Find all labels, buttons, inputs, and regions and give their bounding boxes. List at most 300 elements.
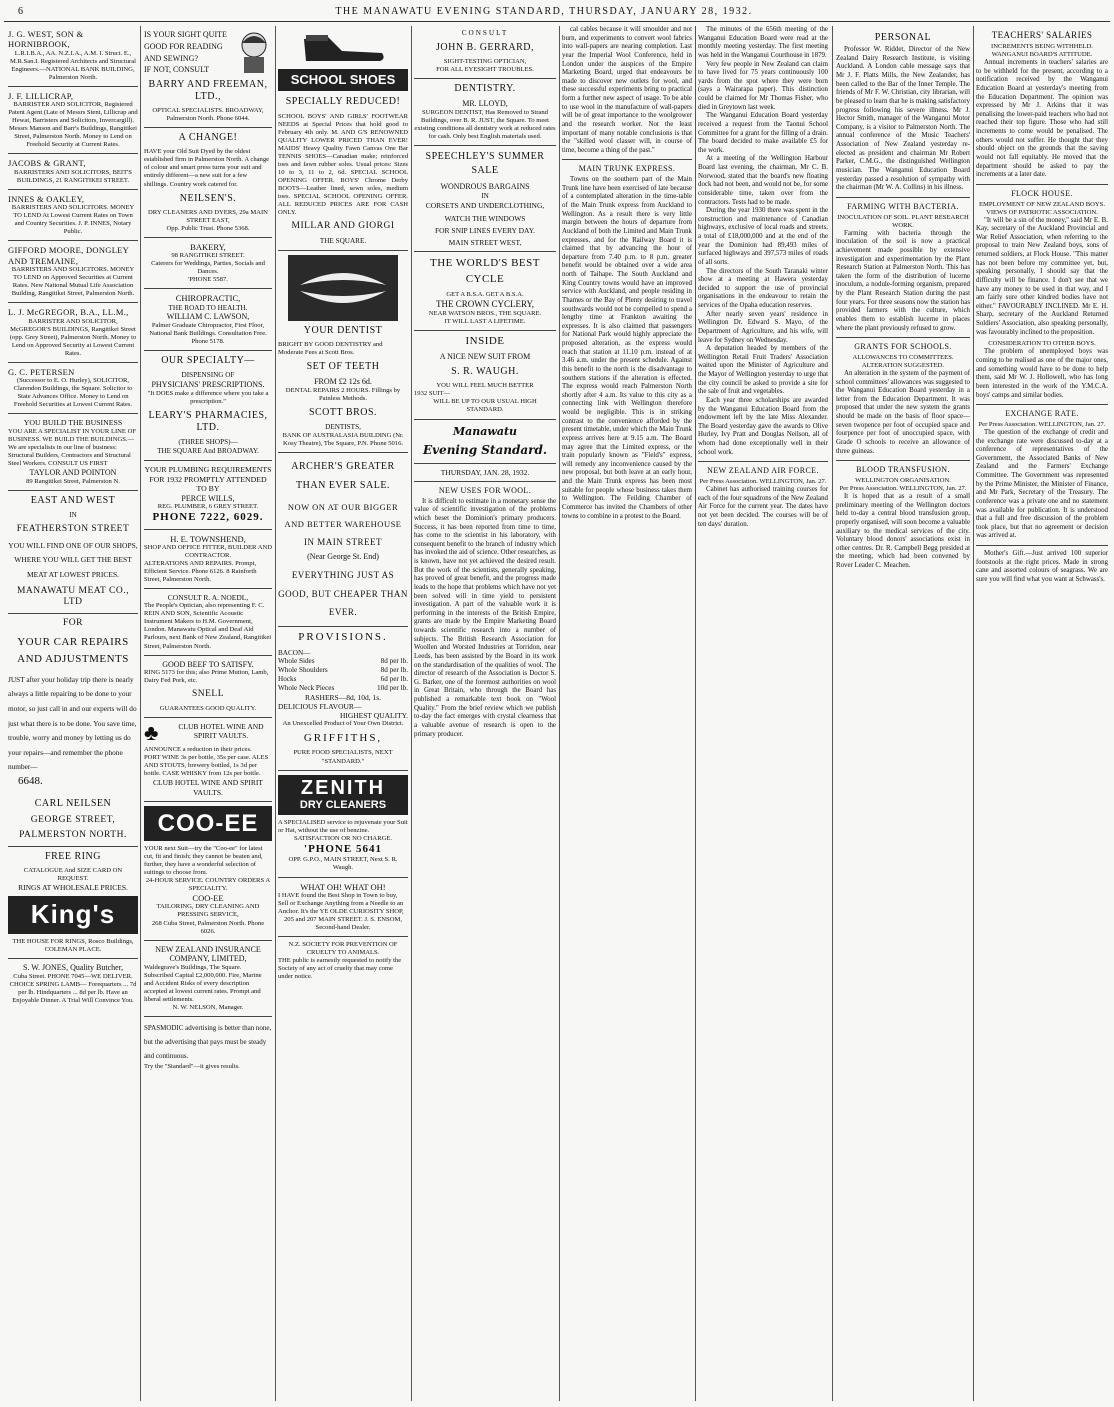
advert-heading: WHAT OH! WHAT OH! — [300, 881, 386, 892]
article-body: An alteration in the system of the payment of school committees' allowances was suggested to the Wanganui Education Board yesterday in a letter from the Education Department. It was proposed that under the new system the grants should be made on the basis of floor space—seven twopence per foot of occupied space and fourpence per foot of unoccupied space, with Grade O schools to receive an allowance of three guineas. — [836, 369, 970, 455]
advert-name: JACOBS & GRANT, — [8, 158, 86, 169]
divider — [414, 463, 556, 464]
divider — [976, 404, 1108, 405]
advert-body: BARRISTERS AND SOLICITORS, BEIT'S BUILDINGS, 21 RANGITIKEI STREET. — [14, 168, 132, 184]
divider — [836, 197, 970, 198]
advert-address: IN MAIN STREET — [304, 536, 382, 547]
advert-address: 205 and 207 MAIN STREET. J. S. ENSOM, Second-hand Dealer. — [283, 915, 403, 931]
advert-lillicrap — [8, 91, 138, 150]
advert-name: CLUB HOTEL WINE AND SPIRIT VAULTS. — [153, 778, 263, 797]
advert-address: THE HOUSE FOR RINGS, Rosco Buildings, COLEMAN PLACE. — [12, 937, 134, 953]
advert-address: PURE FOOD SPECIALISTS, NEXT "STANDARD." — [293, 749, 393, 765]
cooee-logo — [144, 806, 272, 841]
advert-address: THE SQUARE And BROADWAY. — [157, 447, 259, 456]
advert-zenith — [278, 775, 408, 873]
divider — [144, 288, 272, 289]
advert-body: "It DOES make a difference where you take a prescription." — [147, 390, 269, 406]
advert-name: G. C. PETERSEN — [8, 366, 75, 377]
advert-address: REG. PLUMBER, 6 GREY STREET. — [157, 503, 259, 511]
advert-body: YOU ARE A SPECIALIST IN YOUR LINE OF BUSINESS. WE BUILD THE BUILDINGS.— We are specialists in our line of business: Structural Builders, Contractors and Structural Steel Workers. CONSULT US FIRST — [8, 427, 137, 467]
divider — [8, 153, 138, 154]
divider — [278, 250, 408, 251]
advert-jacobs-grant — [8, 158, 138, 184]
advert-body: HAVE your Old Suit Dyed by the oldest established firm in Palmerston North. A change of colour and smart press turns your suit and entirely different—a new suit for a few shillings. Country work catered for. — [144, 148, 270, 188]
divider — [8, 240, 138, 241]
article-body: Farming with bacteria through the inoculation of the soil is now a practical achievement made possible by extensive investigation and experimentation by the Plant Research Station at Palmerston North. This has taken the form of the distribution of lucerne inoculum, a nodule-forming organism, prepared by the Plant Research Station during the past four years. For three seasons now the station has provided farmers with the culture, which enables them to establish lucerne in places where the plant previously refused to grow. — [836, 229, 970, 332]
column-5 — [562, 26, 692, 1401]
advert-innes-oakley — [8, 194, 138, 236]
advert-name: COO-EE — [192, 893, 224, 904]
article-subheading: WANGANUI BOARD'S ATTITUDE. — [991, 51, 1093, 58]
price-list-price: 10d per lb. — [377, 683, 408, 692]
article-body: The question of the exchange of credit and the exchange rate were discussed to-day at a conference of representatives of the Government, the Associated Banks of New Zealand and the Farmers' Exchange Committee. The Government was represented by the Prime Minister, the Minister of Finance, and Mr Park, Secretary of the Treasury. The conference was a private one and no statement was available for publication. It is understood that a full and free discussion of the problem took place, but that no agreement or decision was arrived at. — [976, 428, 1108, 540]
advert-barry-freeman — [144, 29, 272, 123]
advert-body: SPASMODIC advertising is better than none, but the advertising that pays must be steady and continuous. — [144, 1024, 272, 1061]
advert-address: NEAR WATSON BROS., THE SQUARE. — [428, 309, 542, 317]
article-dateline: Per Press Association. WELLINGTON, Jan. 27. — [839, 484, 967, 492]
advert-text: DISPENSING OF — [181, 371, 235, 380]
advert-heading: A CHANGE! — [178, 132, 238, 144]
divider — [278, 877, 408, 878]
article-body: cal cables because it will smoulder and not burn, and experiments to convert wool fabrics into wall-papers are nearing completion. Last year the Imperial Wool Conference, held in London under the auspices of the Empire Marketing Board, urged that endeavours be made to discover new outlets for wool, and these successful experiments bring to practical form a further new aspect of usage. To be able to use wool in the manufacture of wall-papers will be of great importance to the woolgrower and the research worker. Not the least important of many notable conclusions is that the "skilled wool classer will, in course of time, become a thing of the past." — [562, 26, 692, 154]
advert-body: YOUR next Suit—try the "Coo-ee" for latest cut, fit and finish; they cannot be beaten and, further, they have a wonderful selection of suitings to choose from. — [144, 844, 263, 876]
advert-text: IN — [69, 510, 77, 519]
article-heading: MAIN TRUNK EXPRESS. — [578, 164, 676, 174]
advert-body: Caterers for Weddings, Parties, Socials and Dances. — [151, 260, 265, 276]
news-paragraph: Mother's Gift.—Just arrived 100 superior footstools at the right prices. Made in strong cane and assorted colours of seagrass. We are sure you will find what you want at Schwass's. — [976, 550, 1108, 583]
advert-body: SURGEON DENTIST, Has Removed to Strand Buildings, over B. R. JUST, the Square. To meet existing conditions all dentistry work at reduced rates for cash. Only best English materials used. — [414, 108, 556, 141]
advert-body: RING 5173 for this; also Prime Mutton, Lamb, Dairy Fed Pork, etc. — [144, 669, 269, 685]
divider — [8, 958, 138, 959]
divider — [414, 145, 556, 146]
advert-heading: INSIDE — [465, 335, 505, 348]
page-title: THE MANAWATU EVENING STANDARD, THURSDAY, JANUARY 28, 1932. — [335, 6, 753, 17]
advert-name: J. G. WEST, SON & HORNIBROOK, — [8, 29, 84, 50]
advert-address: GEORGE STREET, — [30, 814, 116, 825]
advert-text: IN — [481, 191, 489, 200]
advert-body: PORT WINE 3s per bottle, 35s per case. ALES AND STOUTS, brewery bottled, 1s 3d per bottle. CASE WHISKY from 12s per bottle. — [144, 754, 269, 778]
article-heading: EXCHANGE RATE. — [1005, 409, 1079, 419]
price-list-row — [278, 666, 408, 675]
advert-body: BARRISTER AND SOLICITOR, Registered Patent Agent (Late of Messrs Stent, Lillicrap and Hewat, Barristers and Solicitors, Invercargill). Messrs Manson and Barr's Buildings, Rangitikei Street, Palmerston North. Money to Lend on Freehold Security at Current Rates. — [8, 101, 138, 149]
advert-heading: CHIROPRACTIC, — [175, 293, 241, 304]
advert-body: Cuba Street. PHONE 7045—WE DELIVER. CHOICE SPRING LAMB— Forequarters ... 7d per lb. Hindquarters ... 8d per lb. Have an Enjoyable Dinner. A Trial Will Convince You. — [9, 972, 137, 1004]
advert-phone: Opp. Public Trust. Phone 5368. — [166, 224, 250, 232]
news-paragraph: The directors of the South Taranaki winter show at a meeting at Hawera yesterday decided to support the use of provincial organisations in the endeavour to retain the services of the Opaha education reserves. — [698, 267, 828, 309]
club-suit-icon: ♣ — [144, 719, 159, 745]
advert-name: LEARY'S PHARMACIES, LTD. — [148, 410, 268, 434]
advert-name: SCOTT BROS. — [308, 406, 378, 418]
divider — [414, 419, 556, 420]
advert-text: SHOP AND OFFICE FITTER, BUILDER AND CONTRACTOR. — [144, 544, 272, 560]
article-heading: NEW ZEALAND AIR FORCE. — [707, 466, 819, 476]
divider — [8, 613, 138, 614]
advert-body: The People's Optician, also representing F. C. REIN AND SON, Scientific Acoustic Instrument Makers to H.M. Government, London. Manawatu Optical and Deaf Aid Parlours, next Bank of New Zealand, Rangitikei Street, Palmerston North. — [144, 602, 272, 650]
divider — [8, 362, 138, 363]
advert-body: DENTAL REPAIRS 2 HOURS. Fillings by Painless Methods. — [285, 386, 401, 402]
advert-text: FOR ALL EYESIGHT TROUBLES. — [436, 66, 534, 73]
divider — [976, 545, 1108, 546]
column-divider — [275, 26, 276, 1401]
advert-body: BARRISTERS AND SOLICITORS. MONEY TO LEND At Lowest Current Rates on Town and Country Securities. J. P. INNES, Notary Public. — [11, 204, 135, 236]
advert-heading: OUR SPECIALTY— — [161, 355, 255, 367]
divider — [144, 529, 272, 530]
advert-heading: PHYSICIANS' PRESCRIPTIONS. — [151, 380, 265, 390]
news-paragraph: Each year three scholarships are awarded by the Wanganui Education Board from the endowment left by the late Miss Alexander. The Board yesterday gave the awards to Olive Hurley, Ivy Pratt and Douglas Neilson, all of whom had done exceptionally well in their school work. — [698, 396, 828, 456]
advert-club-hotel — [144, 719, 272, 797]
article-dateline: Per Press Association. WELLINGTON, Jan. 27. — [699, 478, 827, 485]
article-heading: FLOCK HOUSE. — [1011, 188, 1073, 198]
article-body: "It will be a sin of the money," said Mr E. B. Kay, secretary of the Auckland Provincial and War Relief Association, when referring to the proposal to train New Zealand boys, sons of returned soldiers, at Flock House. "This matter has not been before my committee yet, but, speaking personally, I should say that the difficulty will be finance. I don't see that we have any money to be used in that way, and I am fairly sure other kindred bodies have not either." FAVOURABLY INCLINED. Mr E. H. Sharp, secretary of the Auckland Returned Soldiers' Association, also speaking personally, was favourably inclined to the proposition. — [976, 216, 1108, 336]
advert-text: RINGS AT WHOLESALE PRICES. — [18, 882, 128, 892]
advert-name: BARRY AND FREEMAN, LTD., — [148, 78, 268, 102]
advert-name: H. E. TOWNSHEND, — [170, 533, 246, 544]
advert-body: BARRISTERS AND SOLICITORS. MONEY TO LEND on Approved Securities at Current Rates. New National Mutual Life Association Building, Rangitikei Street, Palmerston North. — [11, 266, 135, 298]
advert-text: EVERYTHING JUST AS GOOD, BUT CHEAPER THAN EVER. — [278, 569, 408, 618]
advert-name: THE CROWN CYCLERY, — [435, 299, 535, 309]
divider — [414, 330, 556, 331]
divider — [144, 460, 272, 461]
cooee-logo-text: COO-EE — [157, 809, 259, 837]
advert-text: SIGHT-TESTING OPTICIAN, — [443, 57, 527, 65]
advert-text: An Unexcelled Product of Your Own District. — [282, 720, 404, 728]
price-list-item: Whole Neck Pieces — [278, 683, 335, 692]
divider — [698, 461, 828, 462]
article-heading: TEACHERS' SALARIES — [991, 30, 1093, 40]
advert-text: TAILORING, DRY CLEANING AND PRESSING SERVICE, — [156, 903, 260, 919]
advert-body: BARRISTER AND SOLICITOR, McGREGOR'S BUILDINGS, Rangitikei Street (opp. Grey Street), Palmerston North. Money to Lend on Approved Security at Lowest Current Rates. — [9, 317, 137, 357]
advert-name: TAYLOR AND POINTON — [29, 467, 117, 477]
advert-name: CARL NEILSEN — [34, 798, 112, 810]
advert-heading: GOOD BEEF TO SATISFY. — [162, 659, 254, 669]
advert-chiropractic — [144, 293, 272, 346]
divider — [8, 413, 138, 414]
advert-text: FOR — [63, 618, 83, 629]
column-3 — [278, 26, 408, 1401]
advert-text: GUARANTEES GOOD QUALITY. — [159, 704, 257, 712]
advert-heading: SET OF TEETH — [306, 360, 380, 372]
advert-carl-neilsen — [8, 618, 138, 842]
masthead-line-2: Evening Standard. — [422, 442, 548, 457]
column-divider — [695, 26, 696, 1401]
advert-townshend — [144, 534, 272, 585]
article-body: Professor W. Riddet, Director of the New Zealand Dairy Research Institute, is visiting Auckland. A London cable message says that Mr J. F. Platts Mills, the New Zealander, has been called to the Bar of the Inner Temple. The friends of Mr F. W. Christian, city librarian, will be pleased to learn that he is making satisfactory progress following his severe illness. Mr J. Hector Smith, manager of the Wanganui Motor Company, is a visitor to Palmerston North. The annual conference of the Music Teachers' Association of New Zealand yesterday re-elected as president and chairman Mr Robert Parker, C.M.G., the distinguished Wellington musician. The Wanganui Education Board yesterday passed a resolution of sympathy with the chairman (Mr W. A. Collins) in his illness. — [836, 46, 970, 192]
advert-phone: 6648. — [18, 774, 43, 787]
advert-text: YOU WILL FEEL MUCH BETTER — [436, 382, 534, 390]
advert-curiosity-shop — [278, 882, 408, 933]
news-paragraph: At a meeting of the Wellington Harbour Board last evening, the chairman, Mr C. B. Norwood, stated that the board's new floating dock had not been, and would not be, for some considerable time, taken over from the contractors. Tests had to be made. — [698, 155, 828, 206]
article-subheading: INOCULATION OF SOIL. PLANT RESEARCH WORK. — [837, 213, 969, 229]
advert-phone: PHONE 7222, 6029. — [152, 511, 264, 524]
zenith-logo-subtext: DRY CLEANERS — [299, 798, 387, 811]
zenith-logo-text: ZENITH — [300, 776, 386, 799]
divider — [8, 846, 138, 847]
advert-text: THE ROAD TO HEALTH. — [168, 303, 248, 312]
divider — [144, 127, 272, 128]
divider — [144, 655, 272, 656]
column-8 — [976, 26, 1108, 1401]
column-4 — [414, 26, 556, 1401]
advert-body: L.R.I.B.A., AA. N.Z.I.A., A.M. I. Struct. E., M.R.San.I. Registered Architects and Structural Engineers.—NATIONAL BANK BUILDING, Palmerston North. — [10, 49, 136, 81]
divider — [144, 588, 272, 589]
advert-neilsens — [144, 132, 272, 233]
article-heading: NEW USES FOR WOOL. — [438, 485, 532, 495]
advert-text: WONDROUS BARGAINS — [440, 182, 530, 192]
price-list-row — [278, 684, 408, 693]
advert-heading: BAKERY, — [190, 241, 226, 252]
advert-name: S. W. JONES, Quality Butcher, — [22, 962, 124, 972]
advert-text: (Near George St. End) — [307, 551, 379, 561]
advert-lloyd-dentist — [414, 83, 556, 141]
column-2 — [144, 26, 272, 1401]
issue-date: THURSDAY, JAN. 28, 1932. — [440, 467, 530, 477]
advert-address: THE SQUARE. — [319, 236, 367, 245]
advert-text: DENTISTS, — [325, 423, 361, 432]
advert-address: OPTICAL SPECIALISTS. BROADWAY, Palmerston North. Phone 6044. — [152, 107, 264, 123]
article-body: It is difficult to estimate in a monetary sense the value of scientific investigation of the problems which beset the Dominion's primary producers. Success, it has been reported from time to time, has come to the scientist in his laboratory, with consequent benefit to the branch of industry which has invoked the aid of science. Other researches, as is known, have not yet achieved the desired result. But the work of the scientists, generally speaking, has proved of great benefit, and the progress made leads to the hope that problems which have not yet been solved will in time yield to persistent investigation. A part of the valuable work it is performing in the interests of the British Empire, grants are made by the Empire Marketing Board towards scientific research into a number of subjects. The British Research Association for Woollen and Worsted Industries at Torridon, near Leeds, has been assisted by the Board in its work on the standardisation of the qualities of wool. The director of research of the Association is Doctor S. G. Barker, one of the foremost authorities on wool in Great Britain, who through the Board has published a remarkable text book on "Wool Quality." From the brief review which we publish to-day the fact emerges with crystal clearness that a valuable avenue of research is open to the primary producer. — [414, 497, 556, 738]
divider — [278, 936, 408, 937]
advert-text: WILL BE UP TO OUR USUAL HIGH STANDARD. — [433, 398, 537, 414]
price-list — [278, 657, 408, 692]
advert-perce-wills — [144, 465, 272, 525]
article-heading: GRANTS FOR SCHOOLS. — [854, 342, 952, 352]
advert-address: PALMERSTON NORTH. — [19, 830, 127, 841]
advert-text: N. W. NELSON, Manager. — [172, 1004, 244, 1012]
advert-snell — [144, 660, 272, 713]
advert-name: NEILSEN'S. — [179, 192, 237, 204]
advert-spca — [278, 941, 408, 981]
advert-address: 89 Rangitikei Street, Palmerston N. — [26, 477, 120, 485]
advert-heading: FREE RING — [45, 850, 101, 862]
advert-phone: 'PHONE 5587. — [188, 276, 228, 284]
article-heading: FARMING WITH BACTERIA. — [847, 201, 959, 211]
advert-heading: SPECIALLY REDUCED! — [285, 95, 401, 107]
advert-cooee — [144, 806, 272, 936]
advert-heading: YOUR CAR REPAIRS AND ADJUSTMENTS — [17, 635, 129, 666]
article-body: Cabinet has authorised training courses for each of the four squadrons of the New Zealand Air Force for the current year. The dates have not yet been decided. The courses will be of ten days' duration. — [698, 486, 828, 528]
price-list-item: Whole Shoulders — [278, 666, 328, 675]
advert-name: SNELL — [191, 689, 225, 700]
advert-text: NOW ON AT OUR BIGGER AND BETTER WAREHOUSE — [284, 501, 402, 529]
advert-petersen — [8, 367, 138, 409]
divider — [836, 460, 970, 461]
advert-name: INNES & OAKLEY, — [8, 193, 85, 204]
article-heading: PERSONAL — [874, 32, 932, 43]
advert-heading: DENTISTRY. — [454, 83, 516, 95]
advert-crown-cyclery — [414, 256, 556, 326]
advert-name: GRIFFITHS, — [303, 732, 383, 745]
news-paragraph: The Wanganui Education Board yesterday received a request from the Taonui School Committee for a grant for the filling of a drain. The board decided to make available £5 for the work. — [698, 112, 828, 154]
advert-text: 24-HOUR SERVICE. COUNTRY ORDERS A SPECIALITY. — [145, 877, 271, 893]
divider — [278, 452, 408, 453]
advert-nz-insurance — [144, 945, 272, 1013]
advert-gerrard — [414, 29, 556, 74]
shoe-illustration-icon — [298, 29, 388, 65]
advert-manawatu-meat — [8, 495, 138, 609]
advert-body: BRIGHT BY GOOD DENTISTRY and Moderate Fees at Scott Bros. — [278, 340, 383, 356]
advert-name: L. J. McGREGOR, B.A., LL.M., — [8, 307, 129, 318]
advert-address: 268 Cuba Street, Palmerston North. Phone 6026. — [151, 919, 265, 935]
news-paragraph: Very few people in New Zealand can claim to have lived for 75 years continuously 100 yards from the spot where they were born (says a Wairarapa paper). This distinction could be claimed for Mr Thomas Fisher, who died in Greytown last week. — [698, 60, 828, 111]
advert-body: SCHOOL BOYS' AND GIRLS' FOOTWEAR NEEDS at Special Prices that hold good to February 4th only. M. AND G'S RENOWNED QUALITY LOWER PRICED THAN EVER! MAIDS' Heavy Quality Fawn Canvas One Bar TENNIS SHOES—Canadian make; reinforced toes and fawn rubber soles. Usual prices: Sizes 10 to 3, 11 to 2, 6d. SPECIAL SCHOOL OPENING OFFER. BOYS' Chrome Derby BOOTS—Leather lined, sewn soles, medium toes. SPECIAL SCHOOL OPENING OFFER. ALL REDUCED PRICES ARE FOR CASH ONLY. — [278, 112, 408, 217]
advert-phone: 'PHONE 5641 — [304, 843, 382, 856]
advert-noedl — [144, 593, 272, 650]
zenith-logo — [278, 775, 408, 815]
article-body: Towns on the southern part of the Main Trunk line have been exercised of late because of a contemplated alteration in the time-table of the Main Trunk express from Auckland to Wellington. As a result there is very little margin between the hours of departure from Auckland of both the Limited and Main Trunk expresses, and for the Railway Board it is claimed that by advancing the hour of departure from 7.40 p.m. to 8 p.m. greater benefit would be obtained over a wide area north of Taihape. The South Auckland and King Country towns would have an improved service with Auckland, and people residing in Thames or the Bay of Plenty desiring to travel southwards would not be compelled to spend a lengthy time at Frankton awaiting the expresses. It is also claimed that passengers for National Park would highly appreciate the proposed alteration, as the express would reach that station at 11.10 p.m. instead of at 3.46 a.m. under the present schedule. Against this benefit to the north is the disadvantage to southern stations if the alteration is effected. The express would reach Palmerston North shortly after 4 a.m. Its value to this city as a connecting link with Wellington therefore would be negligible. This is in striking contrast to the convenience afforded by the present timetable, under which the Main Trunk express arrives here at 9.15 a.m. The Board may agree that the Limited express, or the train popularly known as "Field's" express, will remedy any inconvenience caused by the new proposal, but both leave at an early hour, and the Main Trunk express has been most suitable for people whose business takes them to Wellington. The Feilding Chamber of Commerce has invited the Chambers of other towns to combine in a protest to the Board. — [562, 176, 692, 520]
advert-heading: THE WORLD'S BEST CYCLE — [429, 257, 540, 285]
advert-gifford-moore — [8, 245, 138, 298]
advert-heading: SPEECHLEY'S SUMMER SALE — [425, 151, 545, 177]
advert-west-hornibrook — [8, 29, 138, 82]
column-1 — [8, 26, 138, 1401]
advert-heading: FEATHERSTON STREET — [16, 523, 130, 534]
divider — [836, 337, 970, 338]
advert-heading: PROVISIONS. — [298, 631, 388, 644]
advert-price: FROM £2 12s 6d. — [314, 377, 372, 387]
advert-name: CLUB HOTEL WINE AND SPIRIT VAULTS. — [178, 721, 264, 741]
advert-heading: YOUR PLUMBING REQUIREMENTS FOR 1932 PROMPTLY ATTENDED TO BY — [144, 465, 272, 493]
divider — [144, 350, 272, 351]
divider — [8, 302, 138, 303]
advert-address: MAIN STREET WEST, — [448, 238, 522, 248]
advert-text: CONSULT — [461, 29, 509, 37]
advert-spasmodic — [144, 1021, 272, 1071]
advert-heading: YOUR DENTIST — [303, 324, 383, 336]
advert-scott-bros — [278, 255, 408, 448]
divider — [414, 481, 556, 482]
article-body: It is hoped that as a result of a small preliminary meeting of the Wellington doctors held to-day a central blood transfusion group, properly organised, will soon become a valuable auxiliary to the medical services of the city. Voluntary blood donors' associations exist in other centres. Dr. R. Campbell Begg presided at the meeting, which had been convened by Rover Leader C. Meachen. — [836, 493, 970, 569]
divider — [414, 251, 556, 252]
advert-address: BANK OF AUSTRALASIA BUILDING (Nr. Kosy Theatre), The Square, P.N. Phone 5016. — [282, 431, 404, 447]
advert-text: IT WILL LAST A LIFETIME. — [444, 318, 526, 325]
article-body: Annual increments in teachers' salaries are to be withheld for the present, according to a notification received by the Wanganui Education Board at yesterday's meeting from the Education Department. The opinion was expressed by Mr J. Arkins that it was penalising the lower-paid teachers who had not reached their top figure. Those who had still increments to come would be penalised. The others would not suffer. He thought that they should object on the grounds that the saving would not fall equitably. He moved that the department should be asked to pay the increments at a later date. — [976, 59, 1108, 179]
advert-body: A SPECIALISED service to rejuvenate your Suit or Hat, without the use of benzine. — [278, 818, 408, 834]
advert-griffiths — [278, 631, 408, 765]
kings-logo — [8, 896, 138, 934]
column-divider — [973, 26, 974, 1401]
advert-body: YOU WILL FIND ONE OF OUR SHOPS, WHERE YOU WILL GET THE BEST MEAT AT LOWEST PRICES. — [8, 541, 138, 579]
article-subheading: EMPLOYMENT OF NEW ZEALAND BOYS. — [979, 200, 1105, 208]
divider — [278, 626, 408, 627]
advert-heading: YOU BUILD THE BUSINESS — [23, 418, 123, 428]
advert-text: SATISFACTION OR NO CHARGE. — [293, 835, 393, 842]
advert-text: WATCH THE WINDOWS — [444, 213, 526, 223]
page-header — [4, 6, 1110, 20]
advert-name: PERCE WILLS, — [181, 493, 235, 503]
advert-kings-rings — [8, 851, 138, 954]
advert-name: S. R. WAUGH. — [451, 366, 519, 378]
advert-text: HIGHEST QUALITY. — [339, 710, 408, 720]
divider — [144, 1016, 272, 1017]
news-paragraph: During the year 1930 there was spent in the construction and maintenance of Canadian highways, exclusive of local roads and streets, a total of £18,000,000 and at the end of the year the Dominion had 89,493 miles of surfaced highways and 397,573 miles of roads of all sorts. — [698, 207, 828, 266]
school-shoes-banner-text: SCHOOL SHOES — [290, 72, 396, 87]
advert-name: J. F. LILLICRAP, — [8, 90, 74, 101]
price-list-price: 8d per lb. — [380, 657, 408, 666]
advert-text: RASHERS—8d, 10d, 1s. — [304, 692, 382, 702]
article-dateline: Per Press Association. WELLINGTON, Jan. 27. — [978, 420, 1106, 428]
advert-sw-jones — [8, 963, 138, 1005]
price-list-row — [278, 675, 408, 684]
column-7 — [836, 26, 970, 1401]
divider — [278, 770, 408, 771]
advert-name: CONSULT R. A. NOEDL, — [167, 593, 249, 603]
advert-body: (Successor to E. O. Hurley), SOLICITOR, Clarendon Buildings, the Square. Solicitor to State Advances Office. Money to Lend on Freehold Securities at Lowest Current Rates. — [13, 377, 133, 409]
advert-waugh — [414, 335, 556, 414]
advert-text: CORSETS AND UNDERCLOTHING, — [425, 200, 545, 210]
divider — [144, 237, 272, 238]
advert-name: MANAWATU MEAT CO., LTD — [16, 585, 130, 608]
article-body: The problem of unemployed boys was coming to be realised as one of the major ones, and something would have to be done to help them, said Mr W. J. Hollowell, who has long been interested in the work of the Y.M.C.A. boys' camps and similar bodies. — [976, 348, 1108, 399]
advert-body: ALTERATIONS AND REPAIRS. Prompt, Efficient Service. Phone 6126. 8 Rainforth Street, Palmerston North. — [144, 560, 257, 584]
article-subheading: ALLOWANCES TO COMMITTEES. ALTERATION SUGGESTED. — [852, 353, 954, 369]
divider — [144, 801, 272, 802]
advert-heading: EAST AND WEST — [30, 494, 116, 506]
advert-address: DRY CLEANERS AND DYERS, 29a MAIN STREET EAST, — [148, 208, 268, 224]
face-illustration-icon — [236, 29, 272, 75]
advert-speechleys — [414, 150, 556, 247]
article-subheading: VIEWS OF PATRIOTIC ASSOCIATION. — [986, 208, 1098, 216]
advert-body: THE public is earnestly requested to notify the Society of any act of cruelty that may come under notice. — [278, 957, 402, 981]
article-subheading: WELLINGTON ORGANISATION. — [855, 476, 951, 484]
advert-text: IF NOT, CONSULT — [144, 65, 210, 74]
advert-text: Try the "Standard"—it gives results. — [144, 1063, 240, 1071]
advert-address: OPP. G.P.O., MAIN STREET, Next S. R. Waugh. — [288, 856, 398, 872]
advert-text: BACON— — [278, 648, 311, 657]
column-divider — [140, 26, 141, 1401]
advert-name: WILLIAM C. LAWSON, — [166, 312, 250, 322]
advert-text: 1932 SUIT— — [414, 390, 451, 398]
divider — [144, 717, 272, 718]
advert-body: I HAVE found the Best Shop in Town to buy, Sell or Exchange Anything from a Needle to an Anchor. It's the YE OLDE CURIOSITY SHOP, — [278, 891, 404, 915]
price-list-row — [278, 657, 408, 666]
price-list-item: Hocks — [278, 675, 297, 684]
page-number: 6 — [18, 6, 25, 17]
divider — [976, 184, 1108, 185]
advert-taylor-pointon — [8, 418, 138, 485]
advert-heading: ARCHER'S GREATER THAN EVER SALE. — [291, 460, 395, 491]
advert-address: 98 RANGITIKEI STREET. — [171, 252, 245, 260]
advert-bakery — [144, 242, 272, 284]
article-subheading: CONSIDERATION TO OTHER BOYS. — [988, 340, 1096, 348]
price-list-item: Whole Sides — [278, 657, 315, 666]
advert-heading: N.Z. SOCIETY FOR PREVENTION OF CRUELTY TO ANIMALS. — [288, 941, 398, 957]
advert-text: FOR SNIP LINES EVERY DAY. — [434, 225, 536, 235]
price-list-price: 6d per lb. — [380, 675, 408, 684]
divider — [8, 490, 138, 491]
news-paragraph: The minutes of the 656th meeting of the Wanganui Education Board were read at the monthly meeting yesterday. The first meeting was held in the Wanganui Courthouse in 1879. — [698, 26, 828, 59]
advert-text: CATALOGUE And SIZE CARD ON REQUEST. — [23, 866, 123, 882]
article-subheading: INCREMENTS BEING WITHHELD. — [991, 42, 1093, 50]
advert-name: MR. LLOYD, — [462, 99, 508, 109]
column-divider — [559, 26, 560, 1401]
divider — [414, 78, 556, 79]
masthead-line-1: Manawatu — [452, 424, 518, 438]
news-paragraph: After nearly seven years' residence in Wellington Dr. Edward S. Mayo, of the Department of Agriculture, and his wife, will leave for Sydney on Wednesday. — [698, 310, 828, 344]
column-divider — [411, 26, 412, 1401]
advert-body: Palmer Graduate Chiropractor, First Floor, National Bank Buildings. Consultation Free. Phone 5178. — [149, 322, 267, 346]
divider — [144, 940, 272, 941]
column-divider — [832, 26, 833, 1401]
advert-body: JUST after your holiday trip there is nearly always a little repairing to be done to your motor, so just call in and our experts will do just what there is to be done. You save time, trouble, worry and money by letting us do your repairs—and remember the phone number— — [8, 674, 137, 772]
masthead — [414, 426, 556, 457]
advert-school-shoes — [278, 29, 408, 246]
school-shoes-banner — [278, 69, 408, 91]
advert-name: JOHN B. GERRARD, — [435, 41, 534, 53]
header-rule — [4, 21, 1110, 22]
divider — [8, 189, 138, 190]
advert-archers — [278, 457, 408, 622]
column-6 — [698, 26, 828, 1401]
